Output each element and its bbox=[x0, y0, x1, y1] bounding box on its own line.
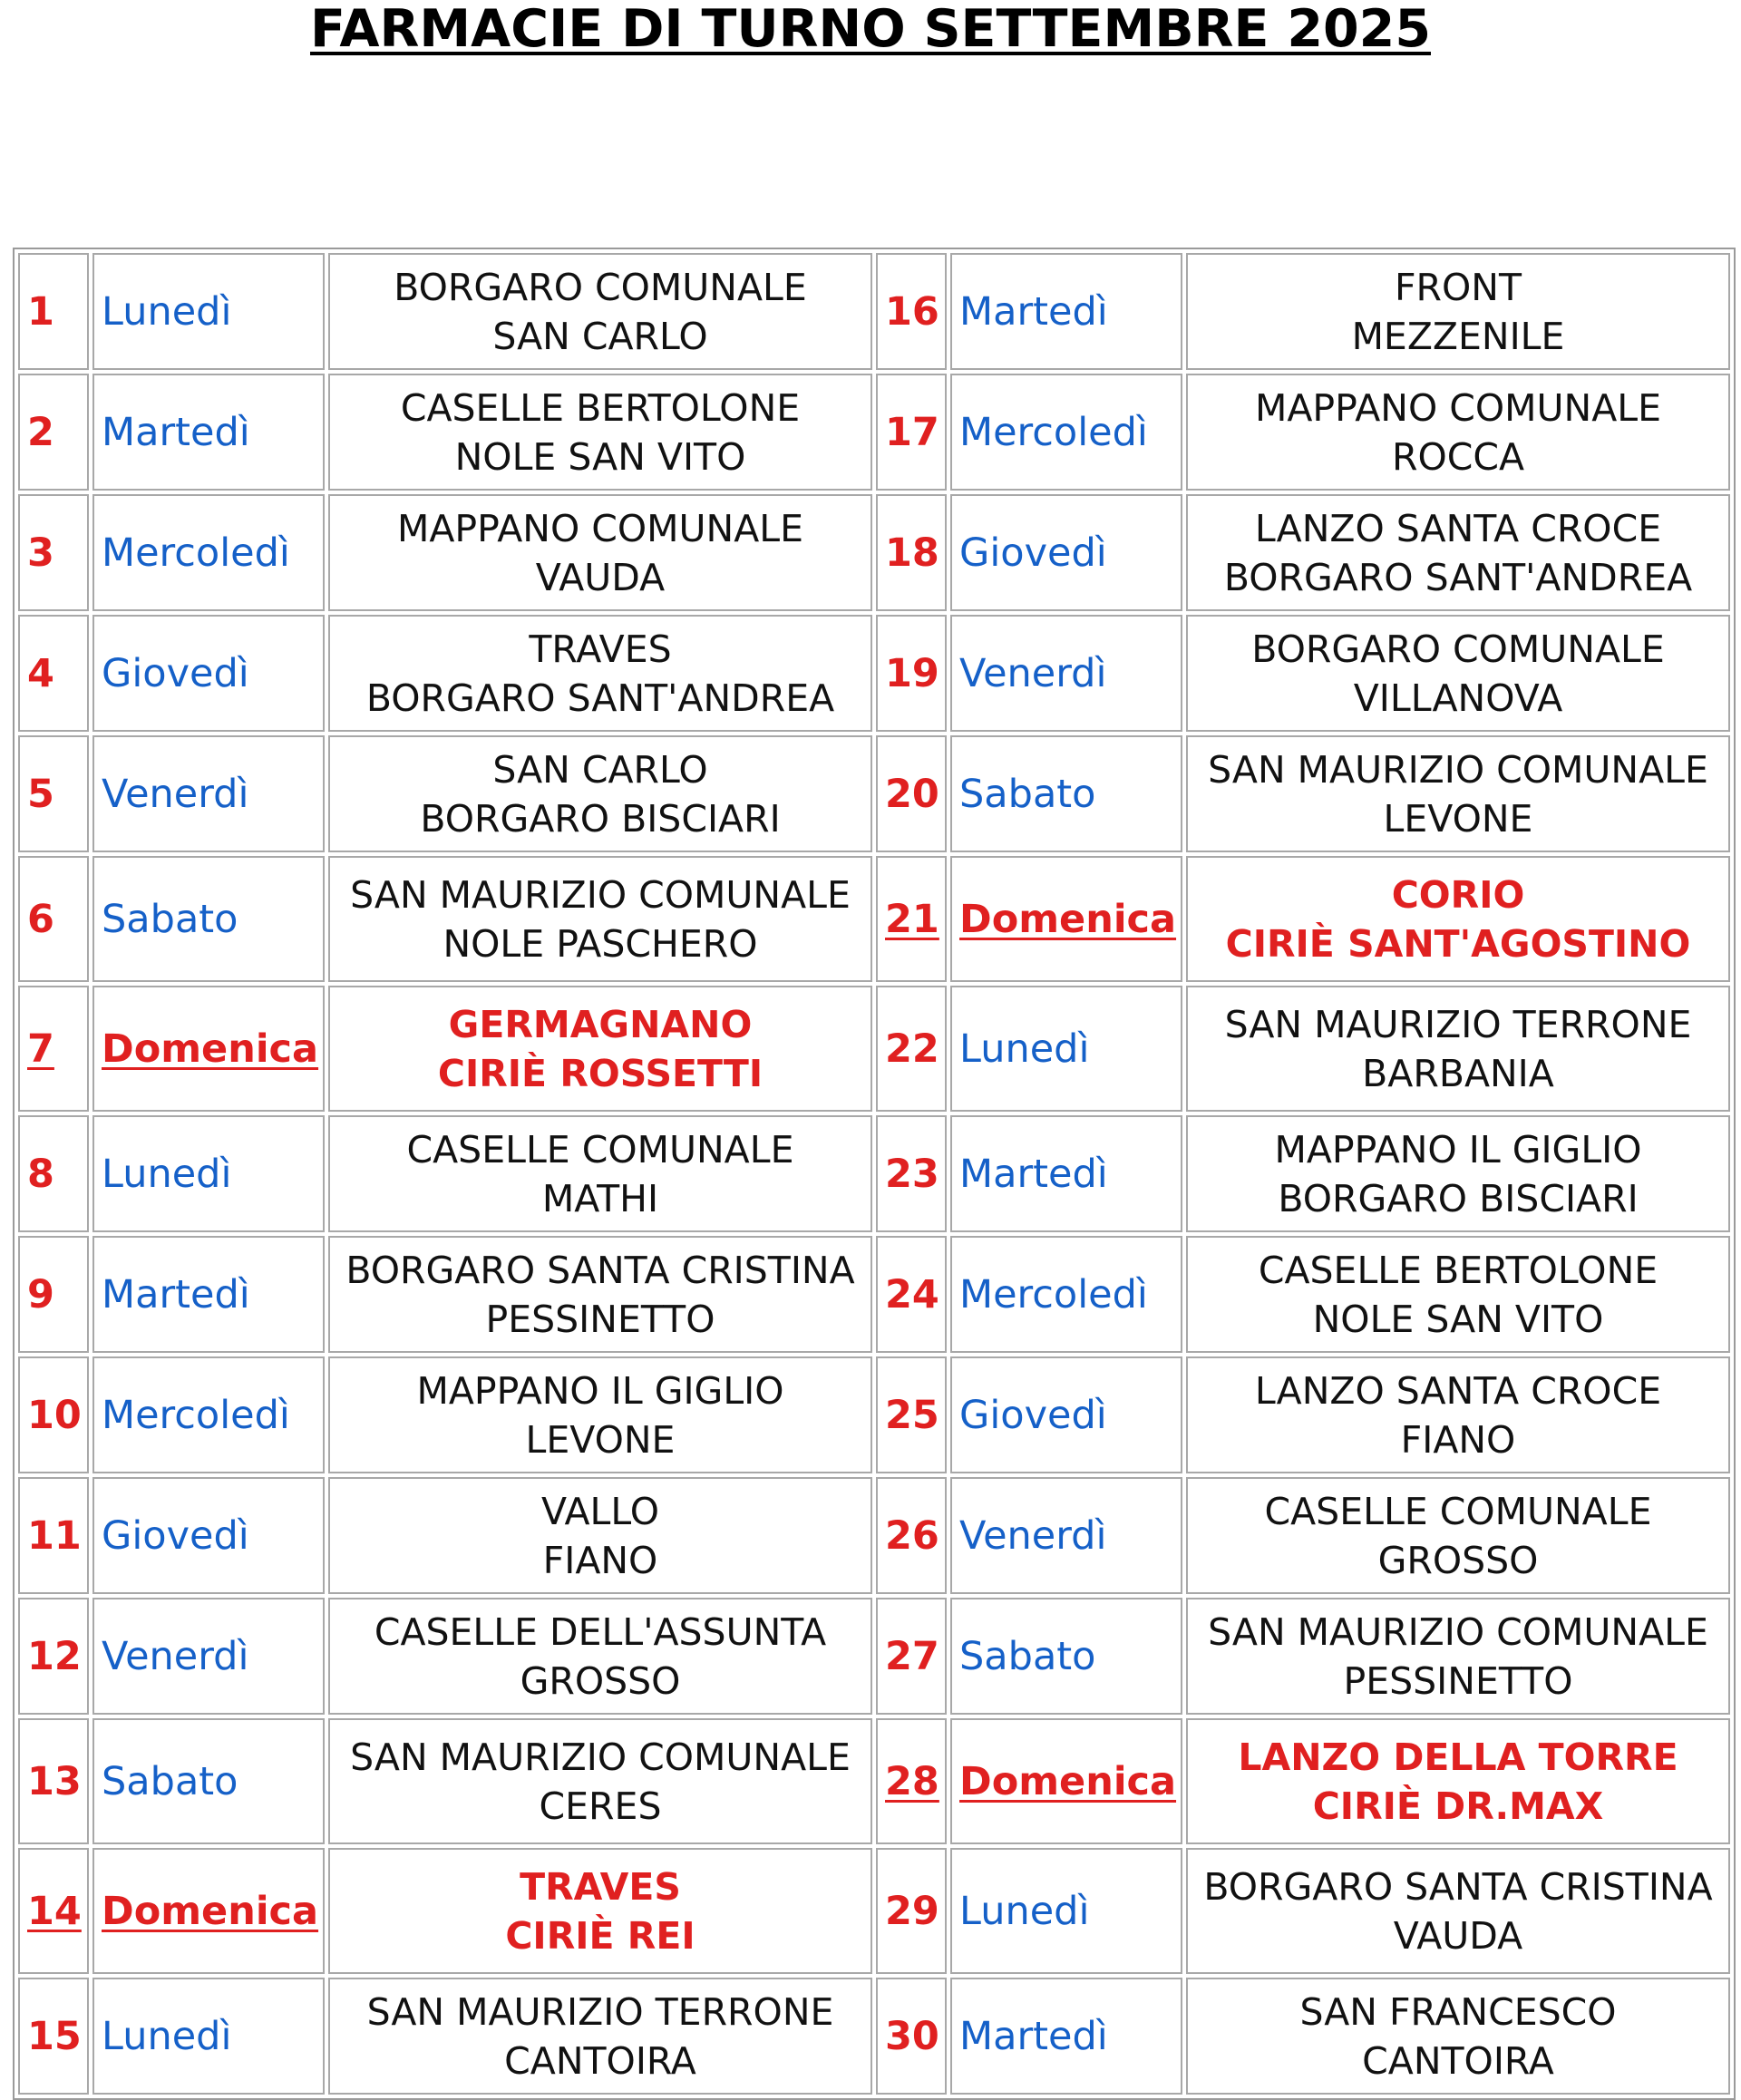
pharmacy-line-1: BORGARO SANTA CRISTINA bbox=[1203, 1864, 1713, 1909]
pharmacy-line-2: BORGARO SANT'ANDREA bbox=[365, 676, 835, 720]
weekday-cell bbox=[950, 1236, 1182, 1353]
weekday-name: Venerdì bbox=[102, 1633, 249, 1679]
day-number-cell bbox=[876, 1236, 947, 1353]
day-number: 13 bbox=[27, 1758, 82, 1804]
table-row bbox=[18, 1598, 1730, 1715]
day-number: 11 bbox=[27, 1512, 82, 1559]
pharmacy-line-1: FRONT bbox=[1394, 265, 1522, 309]
weekday-cell bbox=[950, 1978, 1182, 2095]
pharmacy-cell bbox=[1186, 735, 1730, 852]
weekday-cell bbox=[92, 494, 325, 611]
day-number-cell bbox=[876, 986, 947, 1112]
day-number-cell bbox=[18, 1236, 89, 1353]
pharmacy-line-2: BORGARO SANT'ANDREA bbox=[1223, 555, 1693, 599]
table-row bbox=[18, 374, 1730, 491]
pharmacy-line-2: CIRIÈ REI bbox=[505, 1913, 695, 1958]
weekday-cell bbox=[92, 856, 325, 982]
pharmacy-line-1: LANZO SANTA CROCE bbox=[1254, 1368, 1662, 1413]
pharmacy-line-2: BARBANIA bbox=[1362, 1051, 1554, 1095]
day-number-cell bbox=[876, 1848, 947, 1974]
pharmacy-line-1: TRAVES bbox=[529, 627, 672, 671]
pharmacy-line-1: SAN FRANCESCO bbox=[1299, 1989, 1617, 2034]
table-row bbox=[18, 253, 1730, 370]
pharmacy-cell bbox=[1186, 1718, 1730, 1844]
day-number-cell bbox=[18, 1718, 89, 1844]
weekday-cell bbox=[950, 986, 1182, 1112]
weekday-cell bbox=[950, 856, 1182, 982]
weekday-cell bbox=[92, 615, 325, 732]
table-row bbox=[18, 1236, 1730, 1353]
pharmacy-line-1: SAN MAURIZIO COMUNALE bbox=[350, 872, 851, 917]
table-row bbox=[18, 615, 1730, 732]
pharmacy-cell bbox=[328, 1598, 872, 1715]
pharmacy-line-2: VAUDA bbox=[1393, 1913, 1523, 1958]
table-row bbox=[18, 1115, 1730, 1232]
day-number: 16 bbox=[885, 288, 939, 335]
pharmacy-line-2: CIRIÈ DR.MAX bbox=[1312, 1784, 1604, 1828]
weekday-name: Lunedì bbox=[102, 1151, 232, 1197]
day-number-cell bbox=[876, 1356, 947, 1473]
pharmacy-cell bbox=[1186, 1978, 1730, 2095]
day-number-cell bbox=[876, 856, 947, 982]
day-number-cell bbox=[876, 1598, 947, 1715]
day-number: 26 bbox=[885, 1512, 939, 1559]
weekday-cell bbox=[92, 374, 325, 491]
day-number-cell bbox=[18, 1848, 89, 1974]
pharmacy-line-1: SAN MAURIZIO TERRONE bbox=[1224, 1002, 1692, 1046]
day-number: 10 bbox=[27, 1392, 82, 1438]
pharmacy-line-1: SAN MAURIZIO COMUNALE bbox=[1208, 1609, 1708, 1654]
weekday-cell bbox=[92, 1598, 325, 1715]
pharmacy-cell bbox=[328, 1236, 872, 1353]
pharmacy-line-1: CASELLE BERTOLONE bbox=[400, 385, 801, 430]
day-number: 24 bbox=[885, 1271, 939, 1317]
pharmacy-line-2: CANTOIRA bbox=[504, 2038, 696, 2083]
pharmacy-cell bbox=[328, 494, 872, 611]
pharmacy-cell bbox=[328, 735, 872, 852]
day-number: 1 bbox=[27, 288, 54, 335]
page-title: FARMACIE DI TURNO SETTEMBRE 2025 bbox=[310, 0, 1431, 59]
day-number: 3 bbox=[27, 530, 54, 576]
day-number-cell bbox=[876, 1718, 947, 1844]
weekday-name: Martedì bbox=[959, 288, 1108, 335]
day-number: 7 bbox=[27, 1026, 54, 1072]
weekday-cell bbox=[92, 1718, 325, 1844]
pharmacy-cell bbox=[328, 615, 872, 732]
pharmacy-cell bbox=[328, 253, 872, 370]
pharmacy-cell bbox=[1186, 494, 1730, 611]
pharmacy-line-1: VALLO bbox=[541, 1489, 659, 1533]
pharmacy-line-1: BORGARO SANTA CRISTINA bbox=[345, 1248, 855, 1292]
weekday-name: Martedì bbox=[102, 1271, 250, 1317]
table-row bbox=[18, 1477, 1730, 1594]
table-row bbox=[18, 1848, 1730, 1974]
day-number-cell bbox=[876, 1115, 947, 1232]
day-number-cell bbox=[18, 856, 89, 982]
pharmacy-cell bbox=[328, 1848, 872, 1974]
day-number: 14 bbox=[27, 1888, 82, 1934]
pharmacy-line-1: BORGARO COMUNALE bbox=[394, 265, 807, 309]
pharmacy-line-1: GERMAGNANO bbox=[448, 1002, 753, 1046]
weekday-name: Martedì bbox=[102, 409, 250, 455]
pharmacy-line-2: LEVONE bbox=[1383, 796, 1533, 841]
pharmacy-cell bbox=[328, 986, 872, 1112]
weekday-name: Lunedì bbox=[102, 288, 232, 335]
pharmacy-cell bbox=[328, 1356, 872, 1473]
pharmacy-cell bbox=[328, 1718, 872, 1844]
weekday-cell bbox=[950, 1356, 1182, 1473]
weekday-cell bbox=[950, 1115, 1182, 1232]
pharmacy-line-1: LANZO DELLA TORRE bbox=[1238, 1735, 1678, 1779]
table-row bbox=[18, 1718, 1730, 1844]
day-number-cell bbox=[18, 1477, 89, 1594]
weekday-name: Domenica bbox=[959, 896, 1177, 942]
pharmacy-line-1: CASELLE DELL'ASSUNTA bbox=[374, 1609, 827, 1654]
weekday-name: Mercoledì bbox=[959, 409, 1148, 455]
day-number-cell bbox=[18, 494, 89, 611]
day-number-cell bbox=[18, 1356, 89, 1473]
day-number-cell bbox=[876, 494, 947, 611]
day-number-cell bbox=[876, 253, 947, 370]
pharmacy-cell bbox=[1186, 1356, 1730, 1473]
pharmacy-line-2: GROSSO bbox=[1377, 1538, 1539, 1582]
pharmacy-line-2: MEZZENILE bbox=[1351, 314, 1565, 358]
table-row bbox=[18, 494, 1730, 611]
weekday-cell bbox=[92, 986, 325, 1112]
pharmacy-line-2: VILLANOVA bbox=[1353, 676, 1563, 720]
weekday-name: Giovedì bbox=[102, 650, 249, 696]
pharmacy-cell bbox=[328, 374, 872, 491]
pharmacy-cell bbox=[1186, 374, 1730, 491]
day-number: 23 bbox=[885, 1151, 939, 1197]
pharmacy-line-1: MAPPANO COMUNALE bbox=[1254, 385, 1662, 430]
weekday-name: Venerdì bbox=[959, 1512, 1107, 1559]
weekday-cell bbox=[950, 1477, 1182, 1594]
pharmacy-line-2: NOLE SAN VITO bbox=[454, 434, 746, 479]
weekday-cell bbox=[92, 1236, 325, 1353]
table-row bbox=[18, 856, 1730, 982]
weekday-cell bbox=[950, 1598, 1182, 1715]
duty-pharmacy-table bbox=[13, 248, 1736, 2100]
day-number: 2 bbox=[27, 409, 54, 455]
pharmacy-line-1: LANZO SANTA CROCE bbox=[1254, 506, 1662, 550]
day-number-cell bbox=[18, 253, 89, 370]
pharmacy-line-1: MAPPANO COMUNALE bbox=[396, 506, 804, 550]
day-number-cell bbox=[876, 615, 947, 732]
weekday-name: Domenica bbox=[959, 1758, 1177, 1804]
day-number-cell bbox=[18, 735, 89, 852]
pharmacy-line-2: MATHI bbox=[541, 1176, 659, 1220]
pharmacy-line-2: CIRIÈ SANT'AGOSTINO bbox=[1225, 921, 1691, 966]
pharmacy-cell bbox=[328, 856, 872, 982]
pharmacy-line-2: PESSINETTO bbox=[485, 1297, 715, 1341]
pharmacy-line-2: CIRIÈ ROSSETTI bbox=[437, 1051, 764, 1095]
weekday-cell bbox=[92, 1115, 325, 1232]
weekday-name: Lunedì bbox=[959, 1026, 1090, 1072]
weekday-cell bbox=[92, 253, 325, 370]
pharmacy-cell bbox=[1186, 1477, 1730, 1594]
pharmacy-line-2: VAUDA bbox=[535, 555, 666, 599]
weekday-name: Venerdì bbox=[102, 771, 249, 817]
pharmacy-line-2: CERES bbox=[539, 1784, 662, 1828]
weekday-name: Giovedì bbox=[102, 1512, 249, 1559]
weekday-name: Mercoledì bbox=[959, 1271, 1148, 1317]
pharmacy-line-1: SAN CARLO bbox=[492, 747, 708, 792]
day-number: 8 bbox=[27, 1151, 54, 1197]
pharmacy-line-1: BORGARO COMUNALE bbox=[1251, 627, 1665, 671]
weekday-cell bbox=[92, 1356, 325, 1473]
table-row bbox=[18, 986, 1730, 1112]
pharmacy-line-2: GROSSO bbox=[520, 1658, 681, 1703]
table-row bbox=[18, 1356, 1730, 1473]
pharmacy-cell bbox=[328, 1978, 872, 2095]
weekday-name: Sabato bbox=[959, 1633, 1096, 1679]
pharmacy-line-2: FIANO bbox=[1400, 1417, 1516, 1462]
day-number: 28 bbox=[885, 1758, 939, 1804]
pharmacy-line-2: NOLE PASCHERO bbox=[443, 921, 758, 966]
weekday-cell bbox=[950, 1718, 1182, 1844]
weekday-name: Martedì bbox=[959, 2013, 1108, 2059]
pharmacy-line-2: CANTOIRA bbox=[1362, 2038, 1554, 2083]
day-number: 15 bbox=[27, 2013, 82, 2059]
day-number: 19 bbox=[885, 650, 939, 696]
day-number-cell bbox=[18, 1115, 89, 1232]
pharmacy-line-2: ROCCA bbox=[1391, 434, 1525, 479]
weekday-name: Domenica bbox=[102, 1026, 319, 1072]
day-number-cell bbox=[18, 1598, 89, 1715]
table-row bbox=[18, 1978, 1730, 2095]
pharmacy-cell bbox=[1186, 1598, 1730, 1715]
pharmacy-cell bbox=[1186, 986, 1730, 1112]
day-number: 22 bbox=[885, 1026, 939, 1072]
table-body bbox=[18, 253, 1730, 2095]
day-number-cell bbox=[18, 1978, 89, 2095]
pharmacy-line-2: PESSINETTO bbox=[1343, 1658, 1573, 1703]
weekday-name: Mercoledì bbox=[102, 1392, 290, 1438]
pharmacy-cell bbox=[328, 1477, 872, 1594]
day-number: 27 bbox=[885, 1633, 939, 1679]
day-number: 20 bbox=[885, 771, 939, 817]
weekday-cell bbox=[92, 735, 325, 852]
day-number-cell bbox=[18, 615, 89, 732]
weekday-name: Sabato bbox=[959, 771, 1096, 817]
pharmacy-line-2: BORGARO BISCIARI bbox=[1278, 1176, 1639, 1220]
pharmacy-line-1: CASELLE BERTOLONE bbox=[1258, 1248, 1658, 1292]
weekday-cell bbox=[92, 1477, 325, 1594]
pharmacy-cell bbox=[1186, 1848, 1730, 1974]
day-number: 6 bbox=[27, 896, 54, 942]
pharmacy-line-2: LEVONE bbox=[525, 1417, 676, 1462]
pharmacy-line-1: SAN MAURIZIO TERRONE bbox=[366, 1989, 834, 2034]
pharmacy-line-1: MAPPANO IL GIGLIO bbox=[416, 1368, 784, 1413]
weekday-name: Martedì bbox=[959, 1151, 1108, 1197]
weekday-name: Sabato bbox=[102, 896, 238, 942]
pharmacy-cell bbox=[1186, 1115, 1730, 1232]
weekday-cell bbox=[92, 1978, 325, 2095]
weekday-cell bbox=[950, 615, 1182, 732]
pharmacy-line-1: SAN MAURIZIO COMUNALE bbox=[1208, 747, 1708, 792]
pharmacy-cell bbox=[1186, 615, 1730, 732]
day-number: 5 bbox=[27, 771, 54, 817]
table-row bbox=[18, 735, 1730, 852]
pharmacy-cell bbox=[1186, 253, 1730, 370]
pharmacy-line-1: TRAVES bbox=[520, 1864, 681, 1909]
day-number-cell bbox=[876, 1477, 947, 1594]
pharmacy-cell bbox=[1186, 856, 1730, 982]
pharmacy-cell bbox=[328, 1115, 872, 1232]
day-number-cell bbox=[18, 374, 89, 491]
pharmacy-line-1: CORIO bbox=[1391, 872, 1525, 917]
weekday-cell bbox=[950, 374, 1182, 491]
pharmacy-line-1: CASELLE COMUNALE bbox=[1264, 1489, 1652, 1533]
pharmacy-line-1: CASELLE COMUNALE bbox=[406, 1127, 794, 1172]
day-number-cell bbox=[876, 735, 947, 852]
weekday-name: Domenica bbox=[102, 1888, 319, 1934]
day-number: 4 bbox=[27, 650, 54, 696]
pharmacy-cell bbox=[1186, 1236, 1730, 1353]
weekday-cell bbox=[950, 1848, 1182, 1974]
pharmacy-line-1: SAN MAURIZIO COMUNALE bbox=[350, 1735, 851, 1779]
weekday-cell bbox=[92, 1848, 325, 1974]
weekday-cell bbox=[950, 494, 1182, 611]
pharmacy-line-1: MAPPANO IL GIGLIO bbox=[1274, 1127, 1642, 1172]
day-number-cell bbox=[876, 374, 947, 491]
pharmacy-line-2: FIANO bbox=[542, 1538, 658, 1582]
day-number: 30 bbox=[885, 2013, 939, 2059]
day-number: 29 bbox=[885, 1888, 939, 1934]
weekday-name: Venerdì bbox=[959, 650, 1107, 696]
weekday-cell bbox=[950, 735, 1182, 852]
weekday-name: Sabato bbox=[102, 1758, 238, 1804]
weekday-name: Lunedì bbox=[102, 2013, 232, 2059]
day-number: 25 bbox=[885, 1392, 939, 1438]
day-number: 17 bbox=[885, 409, 939, 455]
weekday-name: Giovedì bbox=[959, 1392, 1107, 1438]
day-number: 21 bbox=[885, 896, 939, 942]
weekday-name: Giovedì bbox=[959, 530, 1107, 576]
day-number: 18 bbox=[885, 530, 939, 576]
day-number: 9 bbox=[27, 1271, 54, 1317]
day-number-cell bbox=[18, 986, 89, 1112]
weekday-cell bbox=[950, 253, 1182, 370]
day-number-cell bbox=[876, 1978, 947, 2095]
day-number: 12 bbox=[27, 1633, 82, 1679]
pharmacy-line-2: SAN CARLO bbox=[492, 314, 708, 358]
pharmacy-line-2: BORGARO BISCIARI bbox=[420, 796, 781, 841]
pharmacy-line-2: NOLE SAN VITO bbox=[1312, 1297, 1604, 1341]
weekday-name: Mercoledì bbox=[102, 530, 290, 576]
weekday-name: Lunedì bbox=[959, 1888, 1090, 1934]
